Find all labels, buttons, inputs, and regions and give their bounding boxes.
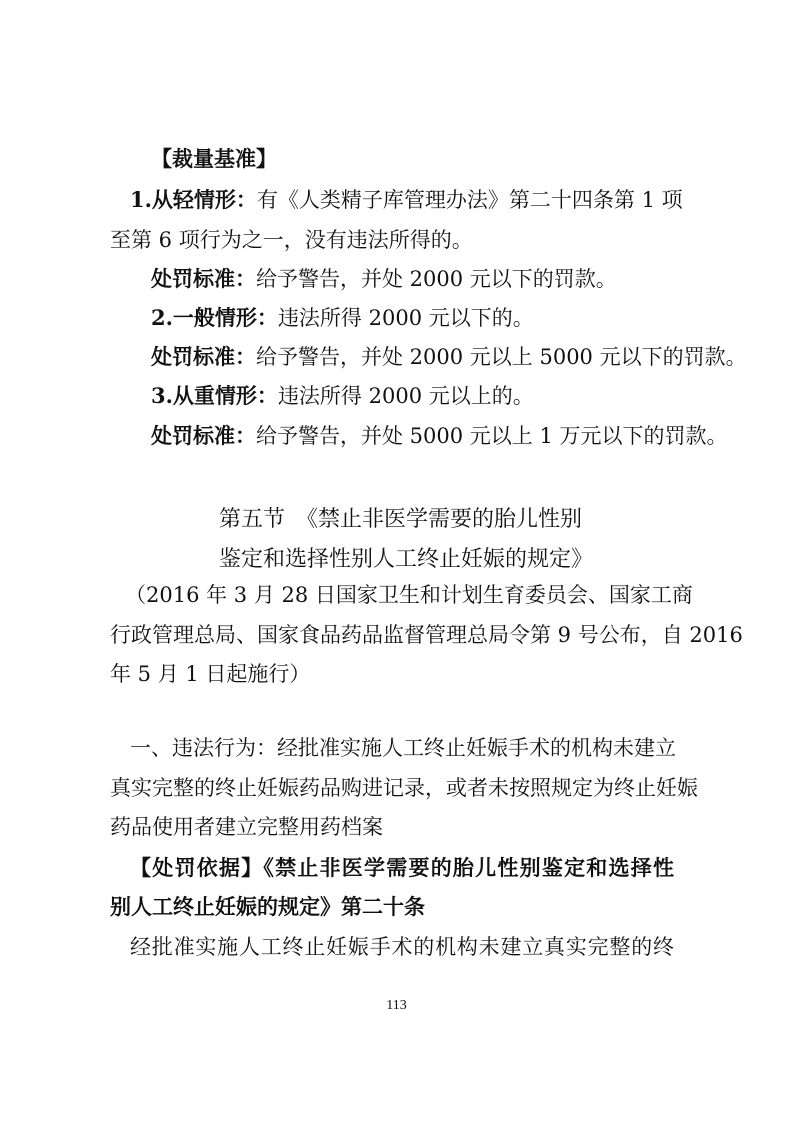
section-title-line1: 第五节 《禁止非医学需要的胎儿性别 xyxy=(219,507,583,532)
criteria-heavy-penalty-label: 处罚标准： xyxy=(151,423,256,448)
basis-line2: 别人工终止妊娠的规定》第二十条 xyxy=(110,894,425,919)
basis-heading: 【处罚依据】 xyxy=(130,855,264,880)
criteria-heavy-label: 3.从重情形： xyxy=(151,383,278,408)
criteria-heading: 【裁量基准】 xyxy=(151,146,277,171)
criteria-general-penalty-text: 给予警告，并处 2000 元以上 5000 元以下的罚款。 xyxy=(256,345,747,369)
section-note-line3: 年 5 月 1 日起施行） xyxy=(110,662,311,686)
section-note-line1: （2016 年 3 月 28 日国家卫生和计划生育委员会、国家工商 xyxy=(125,583,693,607)
criteria-light-text2: 至第 6 项行为之一，没有违法所得的。 xyxy=(110,228,473,252)
basis-line1 xyxy=(130,853,674,883)
basis-line1-text: 《禁止非医学需要的胎儿性别鉴定和选择性 xyxy=(263,855,674,880)
criteria-light-line1 xyxy=(130,185,683,215)
criteria-light-penalty-label: 处罚标准： xyxy=(151,266,256,291)
basis-para-line1: 经批准实施人工终止妊娠手术的机构未建立真实完整的终 xyxy=(130,935,674,959)
criteria-general-text: 违法所得 2000 元以下的。 xyxy=(277,306,534,330)
criteria-general-label: 2.一般情形： xyxy=(151,305,278,330)
criteria-general xyxy=(151,303,534,333)
criteria-light-text1: 有《人类精子库管理办法》第二十四条第 1 项 xyxy=(256,188,683,212)
page-number: 113 xyxy=(386,998,407,1013)
criteria-heavy-text: 违法所得 2000 元以上的。 xyxy=(277,384,534,408)
violation-line1: 一、违法行为：经批准实施人工终止妊娠手术的机构未建立 xyxy=(130,736,676,760)
criteria-light-penalty-text: 给予警告，并处 2000 元以下的罚款。 xyxy=(256,267,617,291)
section-title-line2: 鉴定和选择性别人工终止妊娠的规定》 xyxy=(219,547,594,572)
criteria-heavy-penalty-text: 给予警告，并处 5000 元以上 1 万元以下的罚款。 xyxy=(256,424,728,448)
criteria-light-label: 1.从轻情形： xyxy=(130,187,257,212)
criteria-general-penalty-label: 处罚标准： xyxy=(151,344,256,369)
criteria-general-penalty xyxy=(151,342,747,372)
criteria-heavy-penalty xyxy=(151,421,728,451)
section-note-line2: 行政管理总局、国家食品药品监督管理总局令第 9 号公布，自 2016 xyxy=(110,623,743,647)
criteria-light-penalty xyxy=(151,264,617,294)
criteria-heavy xyxy=(151,381,534,411)
violation-line3: 药品使用者建立完整用药档案 xyxy=(110,815,383,839)
violation-line2: 真实完整的终止妊娠药品购进记录，或者未按照规定为终止妊娠 xyxy=(110,776,698,800)
